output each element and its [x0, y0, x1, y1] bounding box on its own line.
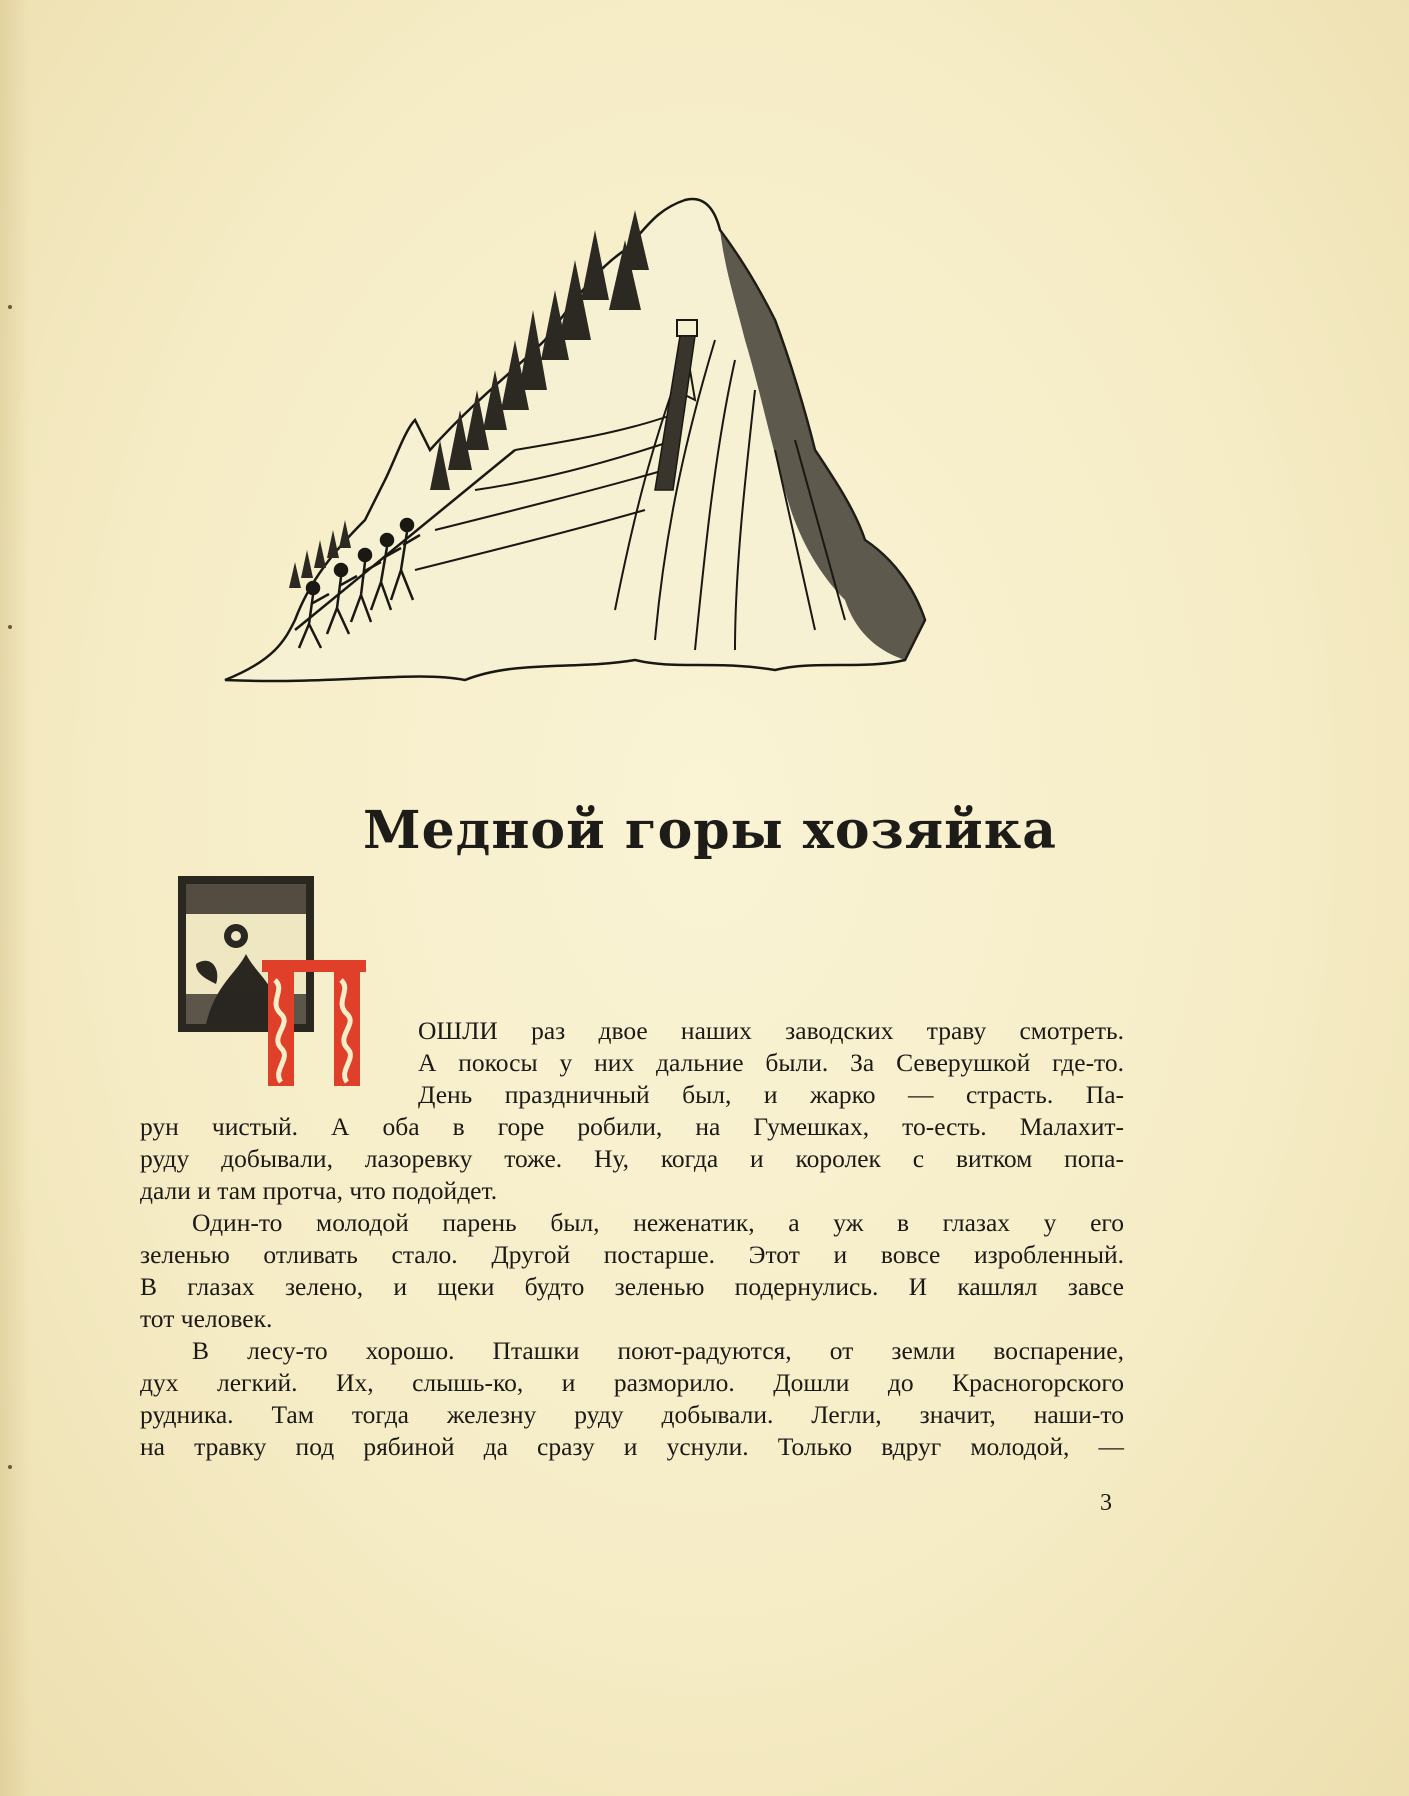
paper-speck	[8, 625, 12, 629]
text-line: зеленью отливать стало. Другой постарше. Этот и вовсе изробленный.	[140, 1240, 1124, 1269]
text-line: рудника. Там тогда железну руду добывали. Легли, значит, наши-то	[140, 1400, 1124, 1429]
text-line: День праздничный был, и жарко — страсть. Па-	[418, 1080, 1124, 1109]
text-line: дали и там протча, что подойдет.	[140, 1176, 498, 1205]
page-edge-shade	[0, 0, 30, 1796]
mountain-illustration	[215, 190, 1035, 710]
text-line: на травку под рябиной да сразу и уснули. Только вдруг молодой, —	[140, 1432, 1124, 1461]
text-line: тот человек.	[140, 1304, 273, 1333]
text-line: рун чистый. А оба в горе робили, на Гумешках, то-есть. Малахит-	[140, 1112, 1124, 1141]
paper-speck	[8, 305, 12, 309]
text-line: А покосы у них дальние были. За Северушкой где-то.	[418, 1048, 1124, 1077]
page-title: Медной горы хозяйка	[363, 800, 1057, 861]
text-line: Один-то молодой парень был, неженатик, а уж в глазах у его	[192, 1208, 1124, 1237]
text-line: ОШЛИ раз двое наших заводских траву смотреть.	[418, 1016, 1124, 1045]
text-line: дух легкий. Их, слышь-ко, и разморило. Дошли до Красногорского	[140, 1368, 1124, 1397]
body-text	[140, 1015, 1124, 1463]
text-line: руду добывали, лазоревку тоже. Ну, когда и королек с витком попа-	[140, 1144, 1124, 1173]
text-line: В лесу-то хорошо. Пташки поют-радуются, от земли воспарение,	[192, 1336, 1124, 1365]
svg-text:П: П	[313, 1080, 315, 1081]
paper-speck	[8, 1465, 12, 1469]
text-line: В глазах зелено, и щеки будто зеленью подернулись. И кашлял завсе	[140, 1272, 1124, 1301]
page-number: 3	[1100, 1490, 1112, 1516]
